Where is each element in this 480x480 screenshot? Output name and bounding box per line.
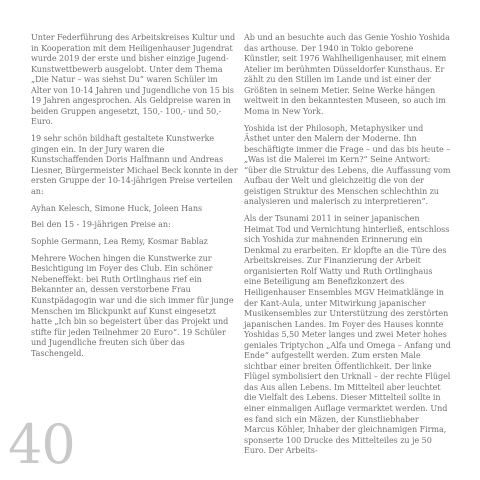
paragraph-tsunami-triptych: Als der Tsunami 2011 in seiner japanischen Heimat Tod und Vernichtung hinterließ, entschloss sich Yoshida zur mahnenden Erinnerung ein Denkmal zu erarbeiten. Er klopfte an die Türe des Arbeitskreises. Zur Finanzierung der Arbeit organisierten Rolf Watty und Ruth Ortlinghaus eine Beteiligung am Benefizkonzert des Heiligenhauser Ensembles MGV Heimatklänge in der Kant-Aula, unter Mitwirkung japanischer Musikensembles zur Unterstützung des zerstörten japanischen Landes. Im Foyer des Hauses konnte Yoshidas 5,50 Meter langes und zwei Meter hohes geniales Triptychon „Alfa und Omega – Anfang und Ende“ aufgestellt werden. Zum ersten Male sichtbar einer breiten Öffentlichkeit. Der linke Flügel symbolisiert den Urknall – der rechte Flügel das Aus allen Lebens. Im Mittelteil aber leuchtet die Vielfalt des Lebens. Dieser Mittelteil sollte in einer einmaligen Auflage vermarktet werden. Und es fand sich ein Mäzen, der Kunstliebhaber Marcus Köhler, Inhaber der gleichnamigen Firma, sponserte 100 Drucke des Mittelteiles zu je 50 Euro. Der Arbeits- [244, 214, 451, 456]
paragraph-winners-group-2: Sophie Germann, Lea Remy, Kosmar Bablaz [31, 237, 208, 247]
paragraph-group-2-intro: Bei den 15 - 19-jährigen Preise an: [31, 220, 171, 230]
paragraph-competition: Unter Federführung des Arbeitskreises Kultur und in Kooperation mit dem Heiligenhauser Jugendrat wurde 2019 der erste und bisher einzige Jugend-Kunstwettbewerb ausgelobt. Unter dem Thema „Die Natur – was siehst Du“ waren Schüler im Alter von 10-14 Jahren und Jugendliche von 15 bis 19 Jahren angesprochen. Als Geldpreise waren in beiden Gruppen angesetzt, 150,- 100,- und 50,- Euro. [31, 33, 236, 127]
right-column [244, 33, 451, 463]
left-column [31, 33, 238, 365]
paragraph-yoshida-intro: Ab und an besuchte auch das Genie Yoshio Yoshida das arthouse. Der 1940 in Tokio geborene Künstler, seit 1976 Wahlheiligenhauser, mit einem Atelier im berühmten Düsseldorfer Kunsthaus. Er zählt zu den Stillen im Lande und ist einer der Größten in seinem Metier. Seine Werke hängen weltweit in den bekanntesten Museen, so auch im Moma in New York. [244, 33, 450, 116]
paragraph-yoshida-philosophy: Yoshida ist der Philosoph, Metaphysiker und Ästhet unter den Malern der Moderne. Ihn beschäftigte immer die Frage – und das bis heute – „Was ist die Malerei im Kern?“ Seine Antwort: “über die Struktur des Lebens, die Auffassung vom Aufbau der Welt und gleichzeitig die von der geistigen Struktur des Menschen schlechthin zu analysieren und malerisch zu interpretieren”. [244, 123, 451, 207]
paragraph-jury: 19 sehr schön bildhaft gestaltete Kunstwerke gingen ein. In der Jury waren die Kunstschaffenden Doris Halfmann und Andreas Liesner, Bürgermeister Michael Beck konnte in der ersten Gruppe der 10-14-jährigen Preise verteilen an: [31, 134, 238, 196]
paragraph-winners-group-1: Ayhan Kelesch, Simone Huck, Joleen Hans [31, 203, 203, 213]
paragraph-exhibition: Mehrere Wochen hingen die Kunstwerke zur Besichtigung im Foyer des Club. Ein schöner Nebeneffekt: bei Ruth Ortlinghaus rief ein Bekannter an, dessen verstorbene Frau Kunstpädagogin war und die sich immer für junge Menschen im Blickpunkt auf Kunst eingesetzt hatte „Ich bin so begeistert über das Projekt und stifte für jeden Teilnehmer 20 Euro“. 19 Schüler und Jugendliche freuten sich über das Taschengeld. [31, 253, 234, 358]
page-number: 40 [8, 413, 75, 476]
